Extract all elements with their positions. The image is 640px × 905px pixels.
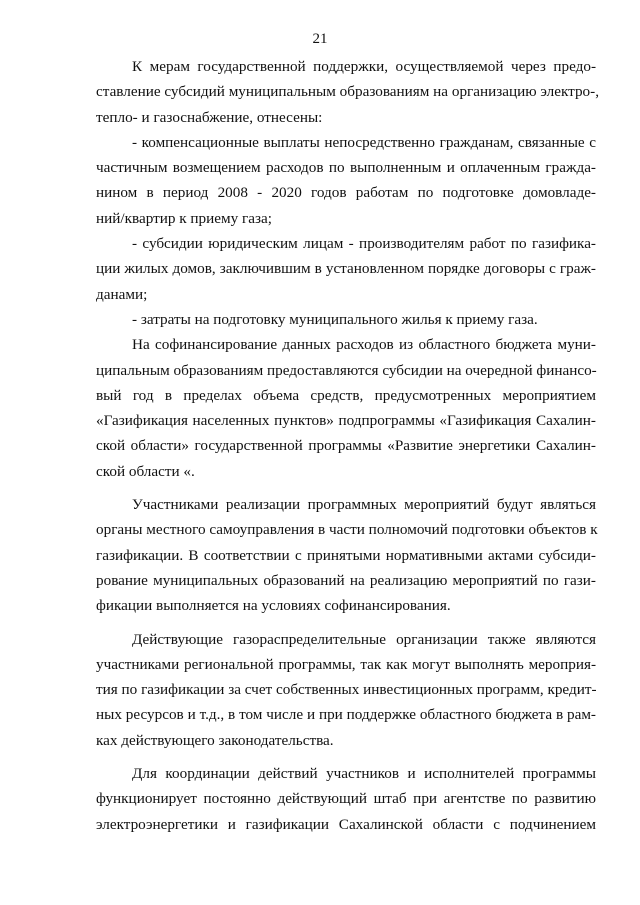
text-line: Участниками реализации программных мероприятий будут являться bbox=[132, 496, 596, 514]
text-line: ской области «. bbox=[96, 462, 195, 480]
text-line: участниками региональной программы, так как могут выполнять мероприя- bbox=[96, 655, 596, 673]
text-line: газификации. В соответствии с принятыми нормативными актами субсиди- bbox=[96, 546, 596, 564]
text-line: фикации выполняется на условиях софинансирования. bbox=[96, 597, 451, 615]
text-line: «Газификация населенных пунктов» подпрограммы «Газификация Сахалин- bbox=[96, 412, 596, 430]
paragraph-coordination-hq bbox=[96, 761, 596, 837]
text-line: - затраты на подготовку муниципального жилья к приему газа. bbox=[132, 310, 538, 328]
text-line: Для координации действий участников и исполнителей программы bbox=[132, 765, 596, 783]
text-line: ципальным образованиям предоставляются субсидии на очередной финансо- bbox=[96, 361, 597, 379]
text-line: функционирует постоянно действующий штаб при агентстве по развитию bbox=[96, 790, 596, 808]
text-line: рование муниципальных образований на реализацию мероприятий по гази- bbox=[96, 571, 596, 589]
text-line: органы местного самоуправления в части полномочий подготовки объектов к bbox=[96, 521, 598, 539]
paragraph-cofinancing bbox=[96, 332, 596, 484]
text-line: ставление субсидий муниципальным образованиям на организацию электро-, bbox=[96, 83, 600, 101]
paragraph-gas-distribution-orgs bbox=[96, 627, 596, 753]
text-line: нином в период 2008 - 2020 годов работам по подготовке домовладе- bbox=[96, 184, 596, 202]
document-body bbox=[96, 54, 600, 837]
text-line: тепло- и газоснабжение, отнесены: bbox=[96, 108, 323, 126]
list-item-compensation-payments bbox=[96, 130, 596, 231]
paragraph-subsidy-measures bbox=[96, 54, 600, 130]
text-line: тия по газификации за счет собственных инвестиционных программ, кредит- bbox=[96, 681, 597, 699]
list-item-municipal-housing-costs bbox=[96, 307, 596, 332]
text-line: На софинансирование данных расходов из областного бюджета муни- bbox=[132, 336, 596, 354]
text-line: данами; bbox=[96, 285, 148, 303]
text-line: ской области» государственной программы «Развитие энергетики Сахалин- bbox=[96, 437, 596, 455]
text-line: - субсидии юридическим лицам - производителям работ по газифика- bbox=[132, 235, 596, 253]
text-line: электроэнергетики и газификации Сахалинской области с подчинением bbox=[96, 815, 596, 833]
text-line: Действующие газораспределительные организации также являются bbox=[132, 630, 596, 648]
list-item-legal-entity-subsidies bbox=[96, 231, 596, 307]
text-line: ных ресурсов и т.д., в том числе и при поддержке областного бюджета в рам- bbox=[96, 706, 596, 724]
text-line: - компенсационные выплаты непосредственно гражданам, связанные с bbox=[132, 133, 596, 151]
text-line: вый год в пределах объема средств, предусмотренных мероприятием bbox=[96, 386, 596, 404]
page-number: 21 bbox=[312, 31, 328, 47]
text-line: К мерам государственной поддержки, осуществляемой через предо- bbox=[132, 58, 596, 75]
paragraph-participants bbox=[96, 492, 596, 618]
text-line: ках действующего законодательства. bbox=[96, 731, 334, 749]
text-line: частичным возмещением расходов по выполненным и оплаченным гражда- bbox=[96, 159, 596, 177]
text-line: ний/квартир к приему газа; bbox=[96, 209, 272, 227]
text-line: ции жилых домов, заключившим в установленном порядке договоры с граж- bbox=[96, 260, 596, 278]
